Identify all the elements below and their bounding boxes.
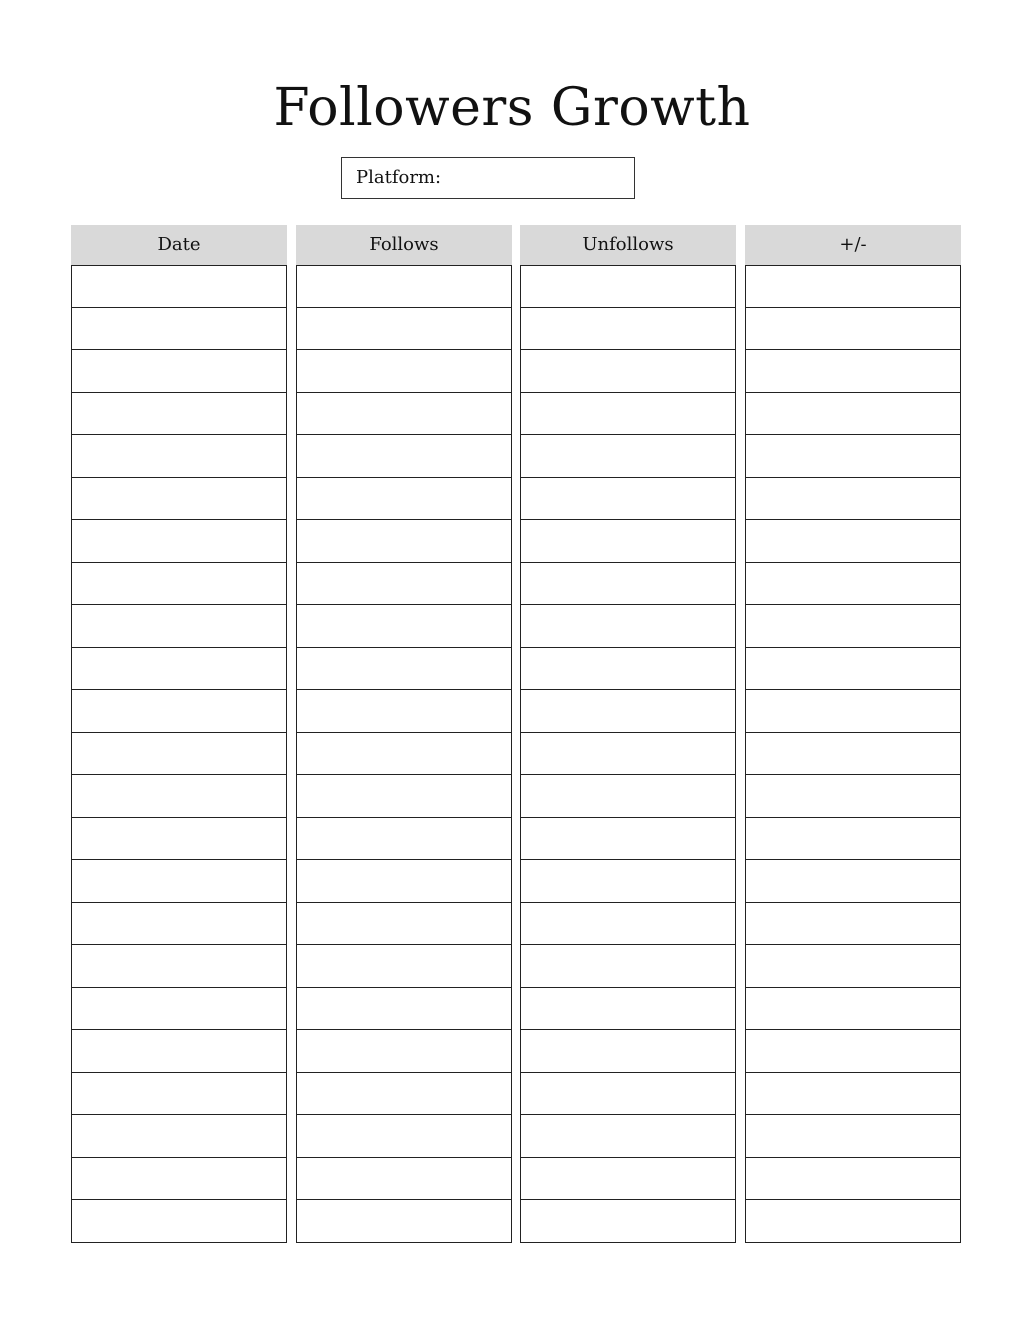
table-cell-date[interactable] xyxy=(71,733,287,776)
table-cell-follows[interactable] xyxy=(296,393,512,436)
table-cell-follows[interactable] xyxy=(296,1158,512,1201)
table-cell-follows[interactable] xyxy=(296,265,512,308)
table-cell-follows[interactable] xyxy=(296,775,512,818)
table-cell-date[interactable] xyxy=(71,1030,287,1073)
table-cell-date[interactable] xyxy=(71,945,287,988)
table-cell-unfollows[interactable] xyxy=(520,1200,736,1243)
table-cell-date[interactable] xyxy=(71,350,287,393)
table-cell-net[interactable] xyxy=(745,435,961,478)
table-cell-date[interactable] xyxy=(71,563,287,606)
table-cell-date[interactable] xyxy=(71,860,287,903)
table-cell-follows[interactable] xyxy=(296,563,512,606)
table-cell-unfollows[interactable] xyxy=(520,860,736,903)
table-cell-net[interactable] xyxy=(745,1200,961,1243)
table-cell-date[interactable] xyxy=(71,818,287,861)
table-cell-net[interactable] xyxy=(745,308,961,351)
table-cell-follows[interactable] xyxy=(296,478,512,521)
table-cell-date[interactable] xyxy=(71,903,287,946)
table-cell-follows[interactable] xyxy=(296,903,512,946)
table-cell-follows[interactable] xyxy=(296,945,512,988)
table-cell-net[interactable] xyxy=(745,265,961,308)
table-cell-unfollows[interactable] xyxy=(520,605,736,648)
table-cell-follows[interactable] xyxy=(296,690,512,733)
table-cell-unfollows[interactable] xyxy=(520,1115,736,1158)
table-cell-net[interactable] xyxy=(745,733,961,776)
table-cell-date[interactable] xyxy=(71,605,287,648)
table-cell-date[interactable] xyxy=(71,1158,287,1201)
table-cell-follows[interactable] xyxy=(296,435,512,478)
table-cell-net[interactable] xyxy=(745,1158,961,1201)
table-cell-follows[interactable] xyxy=(296,1115,512,1158)
table-cell-date[interactable] xyxy=(71,1073,287,1116)
table-cell-net[interactable] xyxy=(745,478,961,521)
table-cell-unfollows[interactable] xyxy=(520,945,736,988)
table-cell-date[interactable] xyxy=(71,478,287,521)
table-cell-unfollows[interactable] xyxy=(520,775,736,818)
table-cell-unfollows[interactable] xyxy=(520,988,736,1031)
table-cell-follows[interactable] xyxy=(296,308,512,351)
table-cell-date[interactable] xyxy=(71,520,287,563)
table-cell-follows[interactable] xyxy=(296,860,512,903)
table-cell-unfollows[interactable] xyxy=(520,435,736,478)
table-cell-follows[interactable] xyxy=(296,733,512,776)
table-cell-follows[interactable] xyxy=(296,818,512,861)
table-cell-unfollows[interactable] xyxy=(520,903,736,946)
table-cell-unfollows[interactable] xyxy=(520,690,736,733)
table-cell-unfollows[interactable] xyxy=(520,350,736,393)
platform-label: Platform: xyxy=(356,167,442,188)
table-cell-unfollows[interactable] xyxy=(520,1158,736,1201)
table-cell-date[interactable] xyxy=(71,648,287,691)
table-cell-follows[interactable] xyxy=(296,1073,512,1116)
table-cell-net[interactable] xyxy=(745,988,961,1031)
table-cell-follows[interactable] xyxy=(296,1030,512,1073)
table-cell-unfollows[interactable] xyxy=(520,733,736,776)
table-cell-date[interactable] xyxy=(71,308,287,351)
table-cell-follows[interactable] xyxy=(296,520,512,563)
table-cell-net[interactable] xyxy=(745,1030,961,1073)
column-header-follows: Follows xyxy=(296,225,512,265)
table-cell-date[interactable] xyxy=(71,1200,287,1243)
platform-field[interactable] xyxy=(341,157,635,199)
table-cell-date[interactable] xyxy=(71,393,287,436)
column-follows xyxy=(296,225,512,1243)
table-cell-unfollows[interactable] xyxy=(520,818,736,861)
column-net xyxy=(745,225,961,1243)
table-cell-unfollows[interactable] xyxy=(520,563,736,606)
table-cell-date[interactable] xyxy=(71,775,287,818)
table-cell-net[interactable] xyxy=(745,1073,961,1116)
table-cell-unfollows[interactable] xyxy=(520,393,736,436)
table-cell-follows[interactable] xyxy=(296,605,512,648)
table-cell-net[interactable] xyxy=(745,605,961,648)
column-date xyxy=(71,225,287,1243)
table-cell-follows[interactable] xyxy=(296,648,512,691)
table-cell-follows[interactable] xyxy=(296,350,512,393)
table-cell-date[interactable] xyxy=(71,265,287,308)
table-cell-unfollows[interactable] xyxy=(520,1073,736,1116)
table-cell-follows[interactable] xyxy=(296,988,512,1031)
table-cell-unfollows[interactable] xyxy=(520,308,736,351)
table-cell-net[interactable] xyxy=(745,945,961,988)
table-cell-net[interactable] xyxy=(745,860,961,903)
table-cell-date[interactable] xyxy=(71,1115,287,1158)
table-cell-unfollows[interactable] xyxy=(520,520,736,563)
table-cell-net[interactable] xyxy=(745,350,961,393)
column-header-net: +/- xyxy=(745,225,961,265)
table-cell-unfollows[interactable] xyxy=(520,265,736,308)
table-cell-date[interactable] xyxy=(71,690,287,733)
column-header-date: Date xyxy=(71,225,287,265)
table-cell-net[interactable] xyxy=(745,393,961,436)
table-cell-net[interactable] xyxy=(745,648,961,691)
table-cell-follows[interactable] xyxy=(296,1200,512,1243)
table-cell-net[interactable] xyxy=(745,818,961,861)
table-cell-net[interactable] xyxy=(745,563,961,606)
table-cell-net[interactable] xyxy=(745,690,961,733)
table-cell-date[interactable] xyxy=(71,435,287,478)
column-header-unfollows: Unfollows xyxy=(520,225,736,265)
table-cell-unfollows[interactable] xyxy=(520,478,736,521)
table-cell-net[interactable] xyxy=(745,775,961,818)
page-title: Followers Growth xyxy=(273,78,751,138)
table-cell-date[interactable] xyxy=(71,988,287,1031)
table-cell-net[interactable] xyxy=(745,1115,961,1158)
table-cell-unfollows[interactable] xyxy=(520,648,736,691)
column-unfollows xyxy=(520,225,736,1243)
table-cell-unfollows[interactable] xyxy=(520,1030,736,1073)
table-cell-net[interactable] xyxy=(745,903,961,946)
table-cell-net[interactable] xyxy=(745,520,961,563)
